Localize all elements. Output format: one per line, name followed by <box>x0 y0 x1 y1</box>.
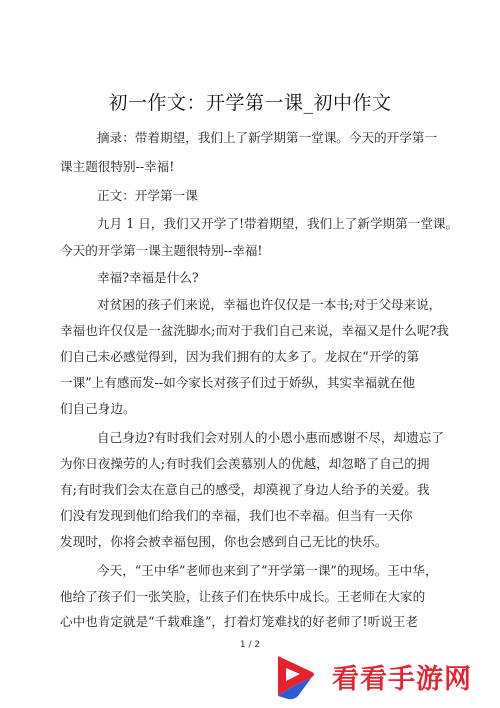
text-line: 今天的开学第一课主题很特别--幸福! <box>60 243 263 258</box>
text-line: 正文：开学第一课 <box>97 188 198 203</box>
text-line: 他给了孩子们一张笑脸，让孩子们在快乐中成长。王老师在大家的 <box>60 589 426 604</box>
text-line: 们没有发现到他们给我们的幸福，我们也不幸福。但当有一天你 <box>60 508 413 523</box>
text-line: 们自己身边。 <box>60 401 136 416</box>
document-title: 初一作文：开学第一课_初中作文 <box>108 92 392 114</box>
text-line: 心中也肯定就是“千载难逢”，打着灯笼难找的好老师了!听说王老 <box>60 614 418 629</box>
text-line: 发现时，你将会被幸福包围，你也会感到自己无比的快乐。 <box>60 534 388 549</box>
text-line: 有;有时我们会太在意自己的感受，却漠视了身边人给予的关爱。我 <box>60 482 430 497</box>
text-line: 课主题很特别--幸福! <box>60 159 175 174</box>
text-line: 九月 1 日，我们又开学了!带着期望，我们上了新学期第一堂课。 <box>97 216 459 231</box>
watermark-logo <box>268 646 500 706</box>
text-line: 们自己未必感觉得到，因为我们拥有的太多了。龙叔在“开学的第 <box>60 349 420 364</box>
text-line: 一课”上有感而发--如今家长对孩子们过于娇纵，其实幸福就在他 <box>60 375 415 390</box>
text-line: 自己身边?有时我们会对别人的小恩小惠而感谢不尽，却遗忘了 <box>97 430 444 445</box>
text-line: 幸福也许仅仅是一盆洗脚水;而对于我们自己来说，幸福又是什么呢?我 <box>60 323 449 338</box>
page-number: 1 / 2 <box>239 640 261 650</box>
text-line: 幸福?幸福是什么? <box>97 270 199 285</box>
watermark-text: 看看手游网 <box>332 663 472 695</box>
text-line: 摘录：带着期望，我们上了新学期第一堂课。今天的开学第一 <box>97 130 438 145</box>
text-line: 今天，“王中华”老师也来到了“开学第一课”的现场。王中华， <box>97 563 438 578</box>
text-line: 为你日夜操劳的人;有时我们会羡慕别人的优越，却忽略了自己的拥 <box>60 456 430 471</box>
play-logo-icon <box>268 650 320 702</box>
text-line: 对贫困的孩子们来说，幸福也许仅仅是一本书;对于父母来说， <box>97 297 442 312</box>
